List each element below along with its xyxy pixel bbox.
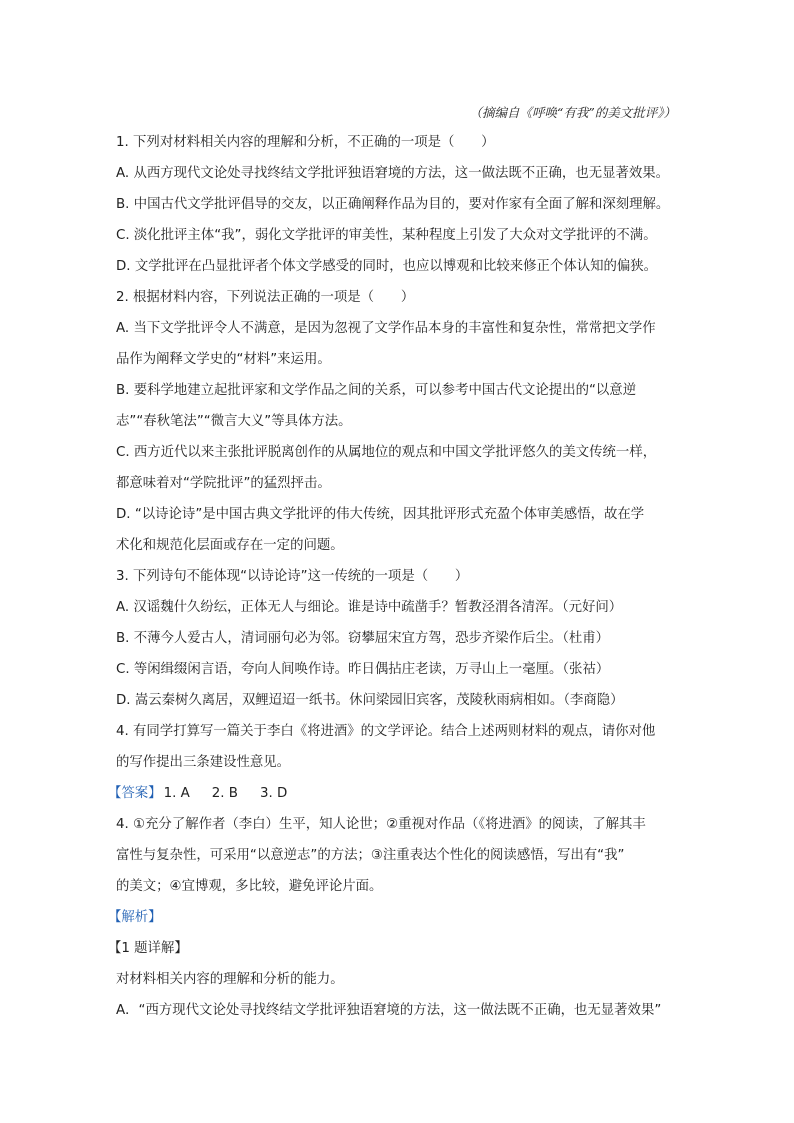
q3-stem: 3. 下列诗句不能体现“以诗论诗”这一传统的一项是（ ） [116, 569, 469, 584]
q2-option-b-line2: 志”“春秋笔法”“微言大义”等具体方法。 [116, 414, 352, 429]
q4-stem-line2: 的写作提出三条建设性意见。 [116, 755, 291, 770]
q3-option-d: D. 嵩云秦树久离居，双鲤迢迢一纸书。休问梁园旧宾客，茂陵秋雨病相如。（李商隐） [116, 693, 624, 708]
q3-option-c: C. 等闲缉缀闲言语，夸向人间唤作诗。昨日偶拈庄老读，万寻山上一毫厘。（张祜） [116, 662, 610, 677]
q2-option-a-line2: 品作为阐释文学史的“材料”来运用。 [116, 352, 331, 367]
q2-option-c-line1: C. 西方近代以来主张批评脱离创作的从属地位的观点和中国文学批评悠久的美文传统一样， [116, 445, 657, 460]
analysis-line1: 对材料相关内容的理解和分析的能力。 [116, 972, 344, 987]
analysis-line2: A．“西方现代文论处寻找终结文学批评独语窘境的方法，这一做法既不正确，也无显著效果” [116, 1003, 662, 1018]
q2-option-a-line1: A. 当下文学批评令人不满意，是因为忽视了文学作品本身的丰富性和复杂性，常常把文学作 [116, 321, 656, 336]
q2-stem: 2. 根据材料内容，下列说法正确的一项是（ ） [116, 290, 415, 305]
answer-value-1: 1. A [163, 786, 190, 801]
q2-option-c-line2: 都意味着对“学院批评”的猛烈抨击。 [116, 476, 331, 491]
q3-option-b: B. 不薄今人爱古人，清词丽句必为邻。窃攀屈宋宜方驾，恐步齐梁作后尘。（杜甫） [116, 631, 610, 646]
q1-option-d: D. 文学批评在凸显批评者个体文学感受的同时，也应以博观和比较来修正个体认知的偏狭。 [116, 259, 658, 274]
q3-option-a: A. 汉谣魏什久纷纭，正体无人与细论。谁是诗中疏凿手？暂教泾渭各清浑。（元好问） [116, 600, 623, 615]
answer-value-2: 2. B [211, 786, 238, 801]
analysis-subheading: 【1 题详解】 [108, 941, 188, 956]
answer-q4-line2: 富性与复杂性，可采用“以意逆志”的方法；③注重表达个性化的阅读感悟，写出有“我” [116, 848, 625, 863]
q2-option-d-line1: D. “以诗论诗”是中国古典文学批评的伟大传统，因其批评形式充盈个体审美感悟，故在学 [116, 507, 645, 522]
q4-stem-line1: 4. 有同学打算写一篇关于李白《将进酒》的文学评论。结合上述两则材料的观点，请你对他 [116, 724, 656, 739]
q2-option-b-line1: B. 要科学地建立起批评家和文学作品之间的关系，可以参考中国古代文论提出的“以意逆 [116, 383, 637, 398]
answer-row [108, 785, 287, 803]
q2-option-d-line2: 术化和规范化层面或存在一定的问题。 [116, 538, 344, 553]
q1-option-c: C. 淡化批评主体“我”，弱化文学批评的审美性，某种程度上引发了大众对文学批评的不满。 [116, 228, 657, 243]
answer-value-3: 3. D [260, 786, 288, 801]
q1-option-a: A. 从西方现代文论处寻找终结文学批评独语窘境的方法，这一做法既不正确，也无显著效果。 [116, 166, 670, 181]
answer-q4-line3: 的美文；④宜博观，多比较，避免评论片面。 [116, 879, 383, 894]
answer-q4-line1: 4. ①充分了解作者（李白）生平，知人论世；②重视对作品（《将进酒》的阅读，了解其丰 [116, 817, 646, 832]
q1-option-b: B. 中国古代文学批评倡导的交友，以正确阐释作品为目的，要对作家有全面了解和深刻理解。 [116, 197, 670, 212]
answer-tag: 【答案】 [108, 786, 162, 801]
source-citation: （摘编自《呼唤“有我”的美文批评》） [469, 105, 676, 120]
q1-stem: 1. 下列对材料相关内容的理解和分析，不正确的一项是（ ） [116, 135, 495, 150]
analysis-tag: 【解析】 [108, 910, 162, 925]
